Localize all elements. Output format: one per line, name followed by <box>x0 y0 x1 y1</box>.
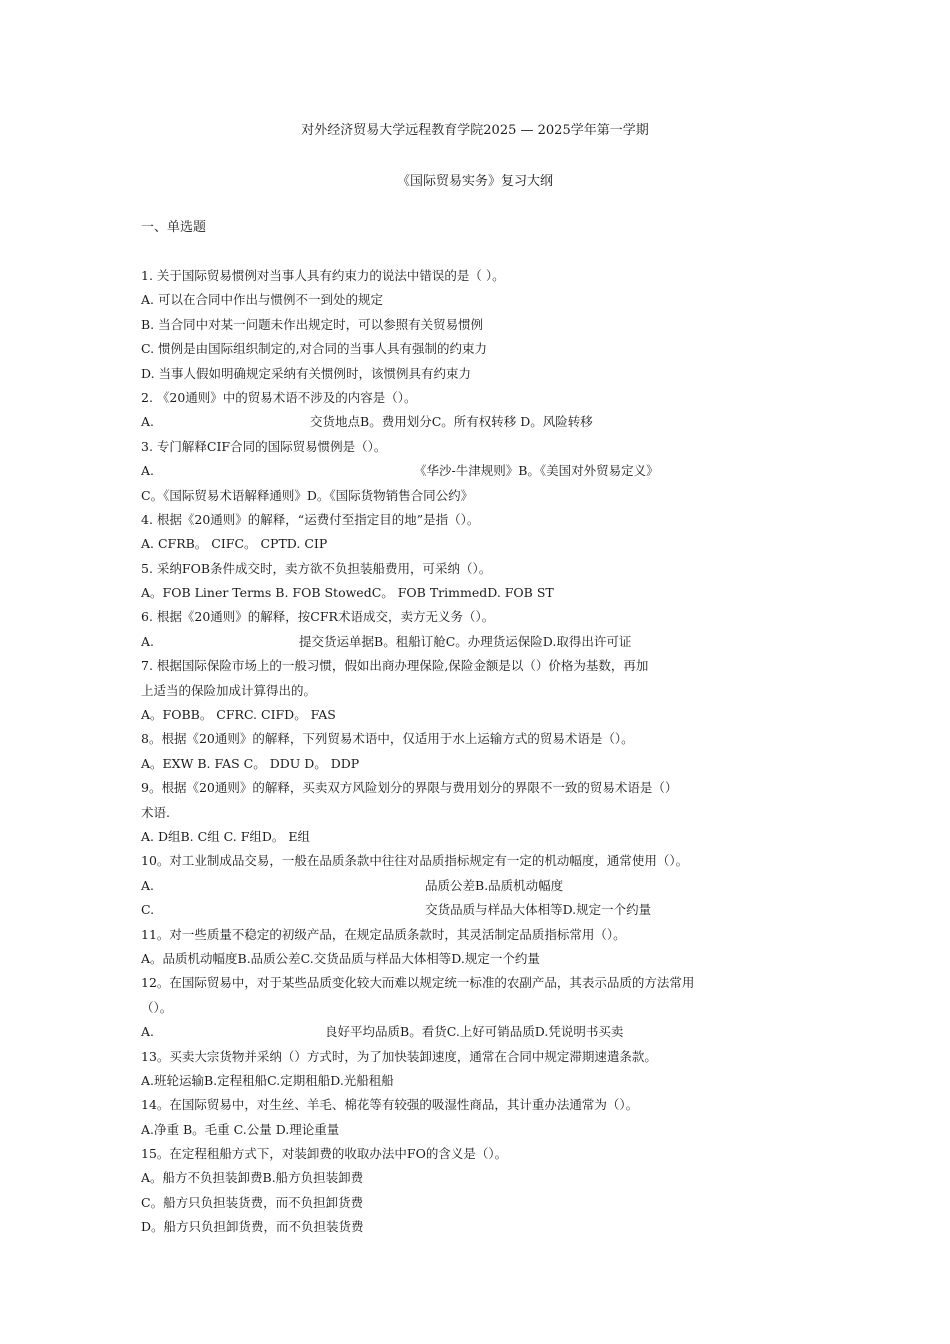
question-line: 4. 根据《20通则》的解释，“运费付至指定目的地”是指（）。 <box>141 511 480 527</box>
question-line: 术语. <box>141 804 170 820</box>
option-label: A. <box>141 877 155 893</box>
option-text: 品质公差B.品质机动幅度 <box>425 877 564 893</box>
question-line: C。船方只负担装货费，而不负担卸货费 <box>141 1194 364 1210</box>
question-line: D. 当事人假如明确规定采纳有关惯例时，该惯例具有约束力 <box>141 365 472 381</box>
question-line: A。FOB Liner Terms B. FOB StowedC。 FOB TrimmedD. FOB ST <box>141 585 554 601</box>
question-line: B. 当合同中对某一问题未作出规定时，可以参照有关贸易惯例 <box>141 316 484 332</box>
question-line <box>141 898 781 922</box>
document-title: 《国际贸易实务》复习大纲 <box>396 174 553 189</box>
question-line: A。EXW B. FAS C。 DDU D。 DDP <box>141 755 360 771</box>
option-label: A. <box>141 414 155 430</box>
question-line <box>141 1020 781 1044</box>
question-line: D。船方只负担卸货费，而不负担装货费 <box>141 1219 364 1235</box>
question-line: A。船方不负担装卸费B.船方负担装卸费 <box>141 1170 364 1186</box>
question-line <box>141 410 781 434</box>
option-text: 《华沙-牛津规则》B。《美国对外贸易定义》 <box>414 463 659 479</box>
option-text: 交货地点B。费用划分C。所有权转移 D。风险转移 <box>310 414 593 430</box>
option-text: 良好平均品质B。看货C.上好可销品质D.凭说明书买卖 <box>325 1024 624 1040</box>
option-text: 交货品质与样品大体相等D.规定一个约量 <box>425 902 652 918</box>
question-line <box>141 630 781 654</box>
question-line <box>141 459 781 483</box>
question-list <box>141 264 781 1240</box>
option-label: C. <box>141 902 155 918</box>
question-line: A. D组B. C组 C. F组D。 E组 <box>141 828 311 844</box>
question-line: 5. 采纳FOB条件成交时，卖方欲不负担装船费用，可采纳（）。 <box>141 560 492 576</box>
question-line: A.班轮运输B.定程租船C.定期租船D.光船租船 <box>141 1072 394 1088</box>
question-line: 9。根据《20通则》的解释，买卖双方风险划分的界限与费用划分的界限不一致的贸易术语是（） <box>141 780 678 796</box>
option-label: A. <box>141 1024 155 1040</box>
question-line: A。FOBB。 CFRC. CIFD。 FAS <box>141 707 336 723</box>
option-label: A. <box>141 633 155 649</box>
question-line: A. 可以在合同中作出与惯例不一到处的规定 <box>141 292 383 308</box>
question-line: （）。 <box>141 999 173 1015</box>
question-line: 14。在国际贸易中，对生丝、羊毛、棉花等有较强的吸湿性商品，其计重办法通常为（）。 <box>141 1097 639 1113</box>
option-label: A. <box>141 463 155 479</box>
question-line: 3. 专门解释CIF合同的国际贸易惯例是（）。 <box>141 438 387 454</box>
question-line: 7. 根据国际保险市场上的一般习惯，假如出商办理保险,保险金额是以（）价格为基数，再加 <box>141 658 649 674</box>
question-line: C。《国际贸易术语解释通则》D。《国际货物销售合同公约》 <box>141 487 474 503</box>
question-line: A。品质机动幅度B.品质公差C.交货品质与样品大体相等D.规定一个约量 <box>141 950 540 966</box>
option-text: 提交货运单据B。租船订舱C。办理货运保险D.取得出许可证 <box>299 633 632 649</box>
question-line <box>141 874 781 898</box>
section-title: 一、单选题 <box>141 220 207 235</box>
question-line: 上适当的保险加成计算得出的。 <box>141 682 317 698</box>
question-line: A. CFRB。 CIFC。 CPTD. CIP <box>141 536 328 552</box>
question-line: 11。对一些质量不稳定的初级产品，在规定品质条款时，其灵活制定品质指标常用（）。 <box>141 926 626 942</box>
question-line: 2. 《20通则》中的贸易术语不涉及的内容是（）。 <box>141 389 417 405</box>
question-line: 6. 根据《20通则》的解释，按CFR术语成交，卖方无义务（）。 <box>141 609 495 625</box>
question-line: 10。对工业制成品交易，一般在品质条款中往往对品质指标规定有一定的机动幅度，通常使用（）。 <box>141 853 689 869</box>
question-line: A.净重 B。毛重 C.公量 D.理论重量 <box>141 1121 340 1137</box>
question-line: 13。买卖大宗货物并采纳（）方式时，为了加快装卸速度，通常在合同中规定滞期速遣条款。 <box>141 1048 657 1064</box>
question-line: 1. 关于国际贸易惯例对当事人具有约束力的说法中错误的是（ ）。 <box>141 268 505 283</box>
question-line: 8。根据《20通则》的解释，下列贸易术语中，仅适用于水上运输方式的贸易术语是（）。 <box>141 731 634 747</box>
question-line: 15。在定程租船方式下，对装卸费的收取办法中FO的含义是（）。 <box>141 1146 508 1162</box>
document-header-institution: 对外经济贸易大学远程教育学院2025 — 2025学年第一学期 <box>301 123 649 138</box>
question-line: 12。在国际贸易中，对于某些品质变化较大而难以规定统一标准的农副产品，其表示品质的方法常用 <box>141 975 695 991</box>
question-line: C. 惯例是由国际组织制定的,对合同的当事人具有强制的约束力 <box>141 341 488 357</box>
